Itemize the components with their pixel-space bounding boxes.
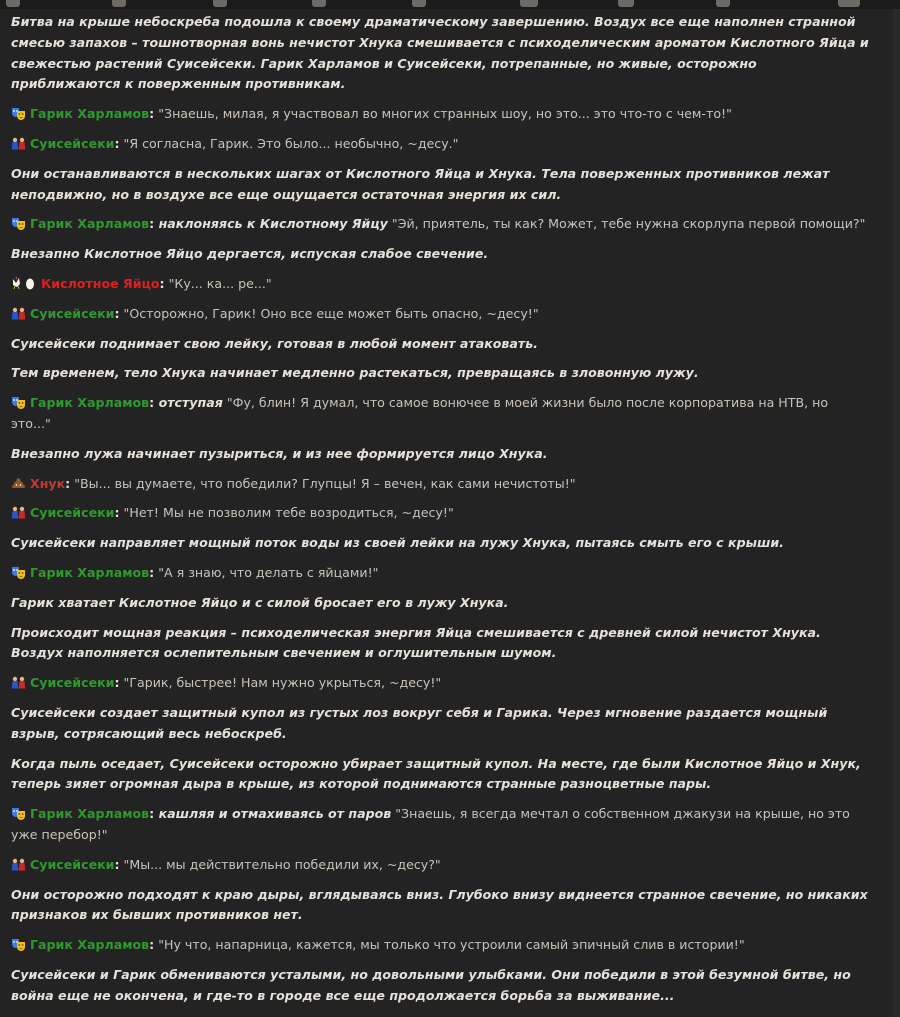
speech-text: "Знаешь, я всегда мечтал о собственном джакузи на крыше, но это уже перебор!": [11, 806, 850, 842]
theater-masks-icon: [11, 396, 26, 409]
speaker-name: Гарик Харламов: [30, 806, 150, 822]
narration-text: Суисейсеки и Гарик обмениваются усталыми, но довольными улыбками. Они победили в этой безумной битве, но война еще не окончена, и где-то в городе все еще продолжается борьба за выживание...: [11, 966, 851, 1003]
speaker-name: Гарик Харламов: [30, 564, 150, 580]
stage-action: отступая: [154, 395, 223, 411]
speech-message: [11, 563, 869, 584]
narration-message: [11, 164, 869, 206]
speech-message: [11, 214, 869, 235]
narration-message: [11, 244, 869, 265]
speech-text: "Осторожно, Гарик! Оно все еще может быть опасно, ~десу!": [119, 305, 539, 321]
narration-message: [11, 334, 869, 355]
speech-text: "Гарик, быстрее! Нам нужно укрыться, ~десу!": [119, 675, 442, 691]
speech-message: [11, 804, 869, 846]
narration-message: [11, 623, 869, 665]
speaker-separator: :: [149, 937, 155, 953]
speech-message: [11, 673, 869, 694]
speaker-name: Хнук: [30, 475, 66, 491]
speech-message: [11, 393, 869, 435]
narration-message: [11, 533, 869, 554]
dolls-icon: [11, 858, 26, 871]
narration-text: Они осторожно подходят к краю дыры, вглядываясь вниз. Глубоко внизу виднеется странное свечение, но никаких признаков их бывших противников нет.: [11, 886, 868, 923]
narration-text: Тем временем, тело Хнука начинает медленно растекаться, превращаясь в зловонную лужу.: [11, 365, 699, 381]
theater-masks-icon: [11, 217, 26, 230]
narration-text: Внезапно Кислотное Яйцо дергается, испуская слабое свечение.: [11, 246, 489, 262]
narration-message: [11, 593, 869, 614]
narration-message: [11, 965, 869, 1007]
speech-text: "Эй, приятель, ты как? Может, тебе нужна скорлупа первой помощи?": [387, 216, 866, 232]
pin-icon[interactable]: [112, 0, 126, 7]
speaker-name: Гарик Харламов: [30, 216, 150, 232]
stage-action: наклоняясь к Кислотному Яйцу: [154, 216, 388, 232]
speech-message: [11, 304, 869, 325]
narration-text: Суисейсеки создает защитный купол из густых лоз вокруг себя и Гарика. Через мгновение раздается мощный взрыв, сотрясающий весь небоскреб.: [11, 704, 828, 741]
book-icon[interactable]: [520, 0, 538, 7]
tag-icon[interactable]: [213, 0, 227, 7]
speech-message: [11, 274, 869, 295]
theater-masks-icon: [11, 807, 26, 820]
stage-action: кашляя и отмахиваясь от паров: [154, 806, 392, 822]
character-card-icon[interactable]: [838, 0, 860, 7]
theater-masks-icon: [11, 107, 26, 120]
speaker-name: Гарик Харламов: [30, 106, 150, 122]
speech-text: "Нет! Мы не позволим тебе возродиться, ~десу!": [119, 505, 454, 521]
narration-message: [11, 12, 869, 95]
narration-message: [11, 703, 869, 745]
speaker-separator: :: [114, 135, 120, 151]
speaker-separator: :: [149, 564, 155, 580]
narration-text: Суисейсеки поднимает свою лейку, готовая в любой момент атаковать.: [11, 335, 538, 351]
narration-text: Когда пыль оседает, Суисейсеки осторожно убирает защитный купол. На месте, где были Кислотное Яйцо и Хнук, теперь зияет огромная дыра в крыше, из которой поднимаются странные разноцветные пары.: [11, 755, 861, 792]
speaker-name: Кислотное Яйцо: [41, 275, 160, 291]
speaker-separator: :: [149, 216, 155, 232]
dolls-icon: [11, 137, 26, 150]
dolls-icon: [11, 506, 26, 519]
narration-message: [11, 363, 869, 384]
speech-text: "Вы... вы думаете, что победили? Глупцы! Я – вечен, как сами нечистоты!": [70, 475, 576, 491]
speech-message: [11, 935, 869, 956]
speaker-separator: :: [149, 806, 155, 822]
people-icon[interactable]: [312, 0, 326, 7]
speaker-name: Гарик Харламов: [30, 937, 150, 953]
poop-icon: [11, 477, 26, 490]
narration-text: Битва на крыше небоскреба подошла к своему драматическому завершению. Воздух все еще наполнен странной смесью запахов – тошнотворная вонь нечистот Хнука смешивается с психоделическим ароматом Кислотного Яйца и свежестью растений Суисейсеки. Гарик Харламов и Суисейсеки, потрепанные, но живые, осторожно приближаются к поверженным противникам.: [11, 14, 869, 92]
narration-text: Суисейсеки направляет мощный поток воды из своей лейки на лужу Хнука, пытаясь смыть его с крыши.: [11, 535, 784, 551]
speaker-separator: :: [159, 275, 165, 291]
narration-text: Происходит мощная реакция – психоделическая энергия Яйца смешивается с древней силой нечистот Хнука. Воздух наполняется ослепительным свечением и оглушительным шумом.: [11, 624, 821, 661]
chicken-egg-icon: [11, 277, 37, 290]
speech-message: [11, 503, 869, 524]
speaker-name: Гарик Харламов: [30, 395, 150, 411]
narration-text: Внезапно лужа начинает пузыриться, и из нее формируется лицо Хнука.: [11, 445, 548, 461]
speaker-name: Суисейсеки: [30, 505, 115, 521]
menu-icon[interactable]: [6, 0, 20, 7]
speech-message: [11, 134, 869, 155]
speaker-separator: :: [65, 475, 71, 491]
speech-text: "Знаешь, милая, я участвовал во многих странных шоу, но это... это что-то с чем-то!": [154, 106, 732, 122]
speech-text: "Я согласна, Гарик. Это было... необычно, ~десу.": [119, 135, 459, 151]
speaker-name: Суисейсеки: [30, 675, 115, 691]
speech-message: [11, 855, 869, 876]
speaker-separator: :: [114, 675, 120, 691]
dolls-icon: [11, 307, 26, 320]
speaker-name: Суисейсеки: [30, 856, 115, 872]
theater-masks-icon: [11, 938, 26, 951]
speech-text: "Фу, блин! Я думал, что самое вонючее в моей жизни было после корпоратива на НТВ, но это...": [11, 395, 829, 431]
theater-masks-icon: [11, 566, 26, 579]
speaker-separator: :: [114, 505, 120, 521]
top-toolbar: [0, 0, 900, 9]
scrollbar[interactable]: [893, 9, 900, 1017]
chat-log: [11, 12, 869, 1015]
tools-icon[interactable]: [716, 0, 730, 7]
speech-message: [11, 104, 869, 125]
speech-message: [11, 474, 869, 495]
picture-icon[interactable]: [618, 0, 634, 7]
plug-icon[interactable]: [412, 0, 426, 7]
speaker-separator: :: [114, 305, 120, 321]
dolls-icon: [11, 676, 26, 689]
speech-text: "А я знаю, что делать с яйцами!": [154, 564, 379, 580]
narration-text: Они останавливаются в нескольких шагах от Кислотного Яйца и Хнука. Тела поверженных противников лежат неподвижно, но в воздухе все еще ощущается остаточная энергия их сил.: [11, 165, 830, 202]
narration-text: Гарик хватает Кислотное Яйцо и с силой бросает его в лужу Хнука.: [11, 594, 509, 610]
narration-message: [11, 444, 869, 465]
speech-text: "Мы... мы действительно победили их, ~десу?": [119, 856, 441, 872]
speech-text: "Ку... ка... ре...": [164, 275, 272, 291]
speaker-name: Суисейсеки: [30, 135, 115, 151]
speaker-separator: :: [149, 395, 155, 411]
narration-message: [11, 885, 869, 927]
narration-message: [11, 754, 869, 796]
speaker-separator: :: [114, 856, 120, 872]
speech-text: "Ну что, напарница, кажется, мы только что устроили самый эпичный слив в истории!": [154, 937, 745, 953]
speaker-name: Суисейсеки: [30, 305, 115, 321]
speaker-separator: :: [149, 106, 155, 122]
